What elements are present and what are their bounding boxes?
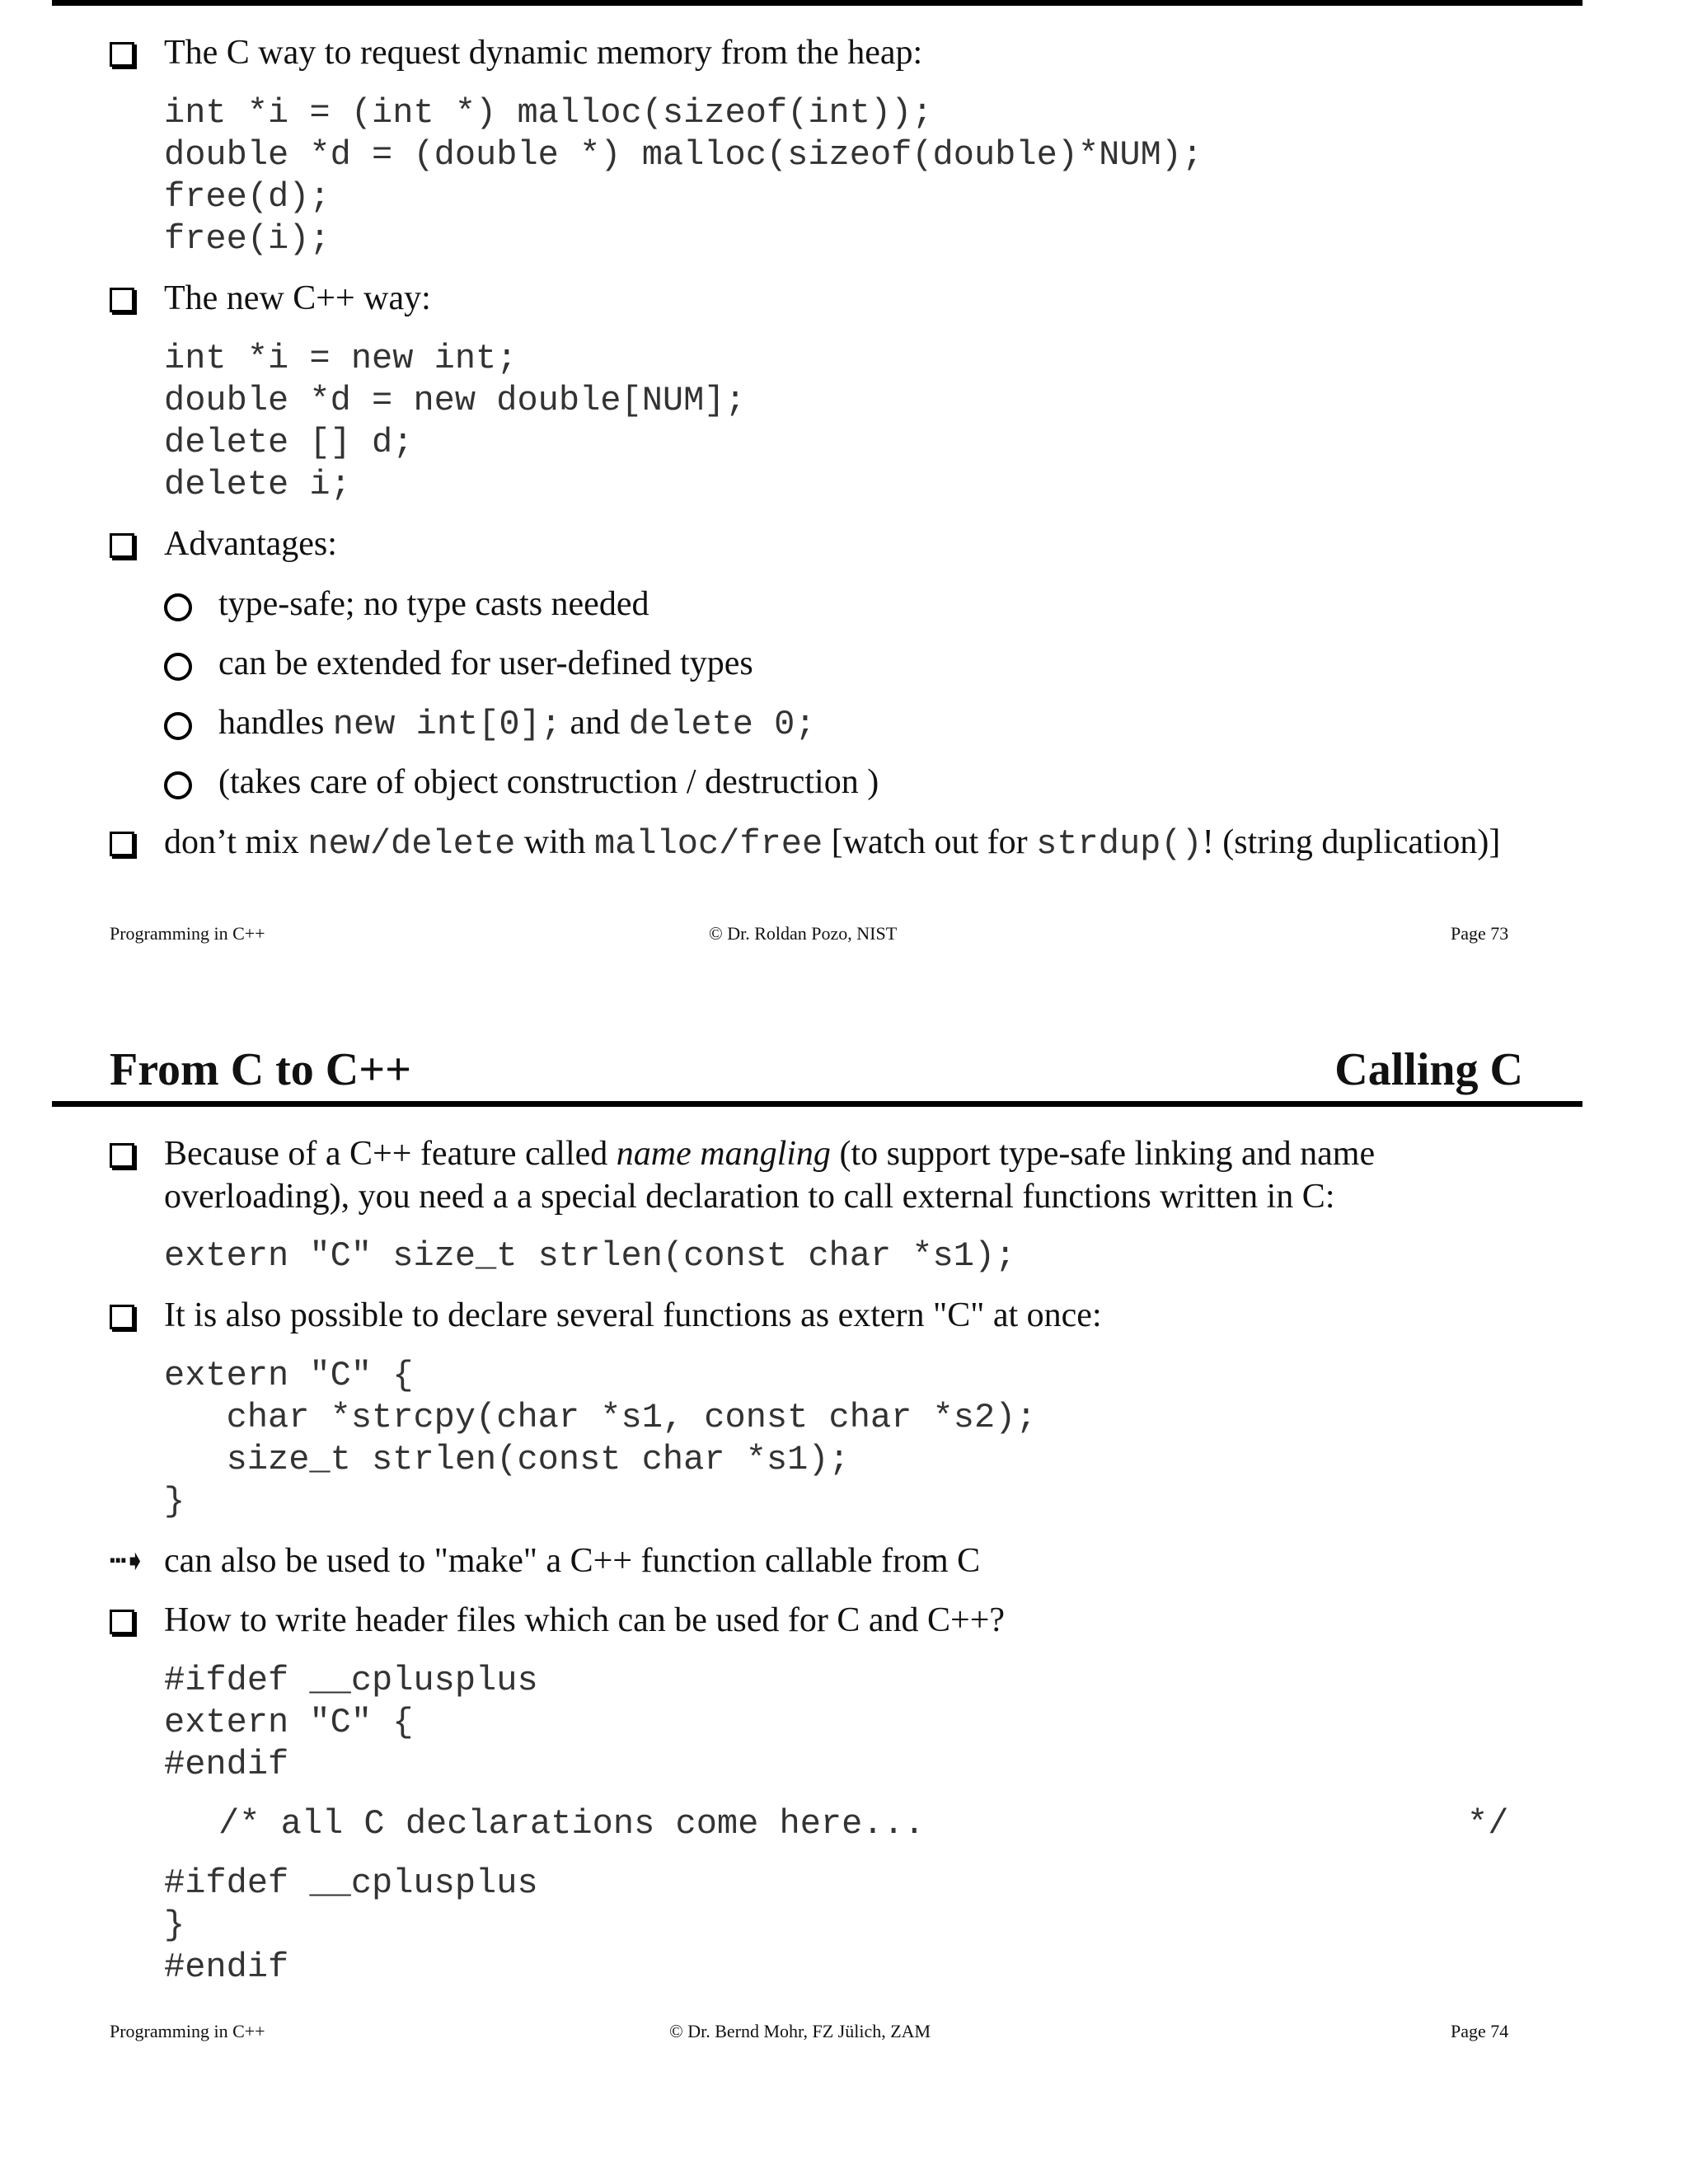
arrow-bullet-icon: ┅➧ <box>110 1544 143 1577</box>
code-extern-c: extern "C" size_t strlen(const char *s1); <box>164 1236 1016 1276</box>
inline-code: strdup() <box>1036 824 1203 864</box>
bullet-text: It is also possible to declare several functions as extern "C" at once: <box>164 1296 1102 1334</box>
slide-title: From C to C++ <box>110 1044 412 1095</box>
text-run: [watch out for <box>823 823 1037 861</box>
inline-code: delete 0; <box>628 705 816 744</box>
circle-bullet-icon <box>164 712 192 740</box>
slide-subtitle: Calling C <box>1334 1044 1523 1095</box>
text-run: ! (string duplication)] <box>1202 823 1501 861</box>
footer-left: Programming in C++ <box>110 923 265 944</box>
circle-bullet-icon <box>164 593 192 621</box>
code-ifdef-close: #ifdef __cplusplus } #endif <box>164 1863 538 1987</box>
advantage-text: (takes care of object construction / destruction ) <box>218 763 879 801</box>
advantage-text <box>218 701 816 746</box>
text-run: (to support type-safe linking and name overloading), you need a a special declaration to call external functions written in C: <box>164 1135 1376 1216</box>
checkbox-bullet-icon <box>110 42 134 67</box>
bullet-text <box>164 821 1565 865</box>
footer-left: Programming in C++ <box>110 2021 265 2041</box>
code-comment: /* all C declarations come here... <box>218 1804 925 1844</box>
slide-page-73 <box>0 0 1688 956</box>
footer-center: © Dr. Bernd Mohr, FZ Jülich, ZAM <box>669 2021 931 2041</box>
checkbox-bullet-icon <box>110 832 134 856</box>
text-run: and <box>561 704 629 742</box>
emphasis-term: name mangling <box>616 1135 831 1173</box>
advantage-text: can be extended for user-defined types <box>218 644 753 682</box>
title-rule <box>52 1101 1582 1107</box>
circle-bullet-icon <box>164 653 192 681</box>
code-block-malloc: int *i = (int *) malloc(sizeof(int)); double *d = (double *) malloc(sizeof(double)*NUM); free(d); free(i); <box>164 93 1203 259</box>
code-comment-end: */ <box>1467 1804 1509 1844</box>
top-rule <box>52 0 1582 6</box>
bullet-text <box>164 1132 1516 1218</box>
bullet-text: How to write header files which can be used for C and C++? <box>164 1601 1006 1639</box>
bullet-text: The new C++ way: <box>164 279 431 317</box>
checkbox-bullet-icon <box>110 533 134 558</box>
advantage-text: type-safe; no type casts needed <box>218 585 649 623</box>
circle-bullet-icon <box>164 771 192 799</box>
inline-code: new/delete <box>307 824 516 864</box>
footer-right: Page 74 <box>1451 2021 1509 2041</box>
footer-center: © Dr. Roldan Pozo, NIST <box>709 923 898 944</box>
checkbox-bullet-icon <box>110 1143 134 1168</box>
checkbox-bullet-icon <box>110 1305 134 1329</box>
code-ifdef-open: #ifdef __cplusplus extern "C" { #endif <box>164 1661 538 1784</box>
bullet-text: The C way to request dynamic memory from the heap: <box>164 34 923 72</box>
bullet-text: can also be used to "make" a C++ function callable from C <box>164 1542 981 1580</box>
inline-code: new int[0]; <box>332 705 562 744</box>
footer-right: Page 73 <box>1451 923 1509 944</box>
text-run: don’t mix <box>164 823 308 861</box>
bullet-name-mangling <box>110 1132 1560 1218</box>
code-extern-c-block: extern "C" { char *strcpy(char *s1, const char *s2); size_t strlen(const char *s1); } <box>164 1356 1037 1521</box>
text-run: with <box>515 823 594 861</box>
text-run: Because of a C++ feature called <box>164 1135 617 1173</box>
checkbox-bullet-icon <box>110 1610 134 1634</box>
checkbox-bullet-icon <box>110 288 134 312</box>
bullet-text: Advantages: <box>164 525 337 563</box>
text-run: handles <box>218 704 333 742</box>
slide-page-74 <box>0 1022 1688 2184</box>
inline-code: malloc/free <box>593 824 823 864</box>
code-block-new-delete: int *i = new int; double *d = new double[NUM]; delete [] d; delete i; <box>164 339 746 504</box>
